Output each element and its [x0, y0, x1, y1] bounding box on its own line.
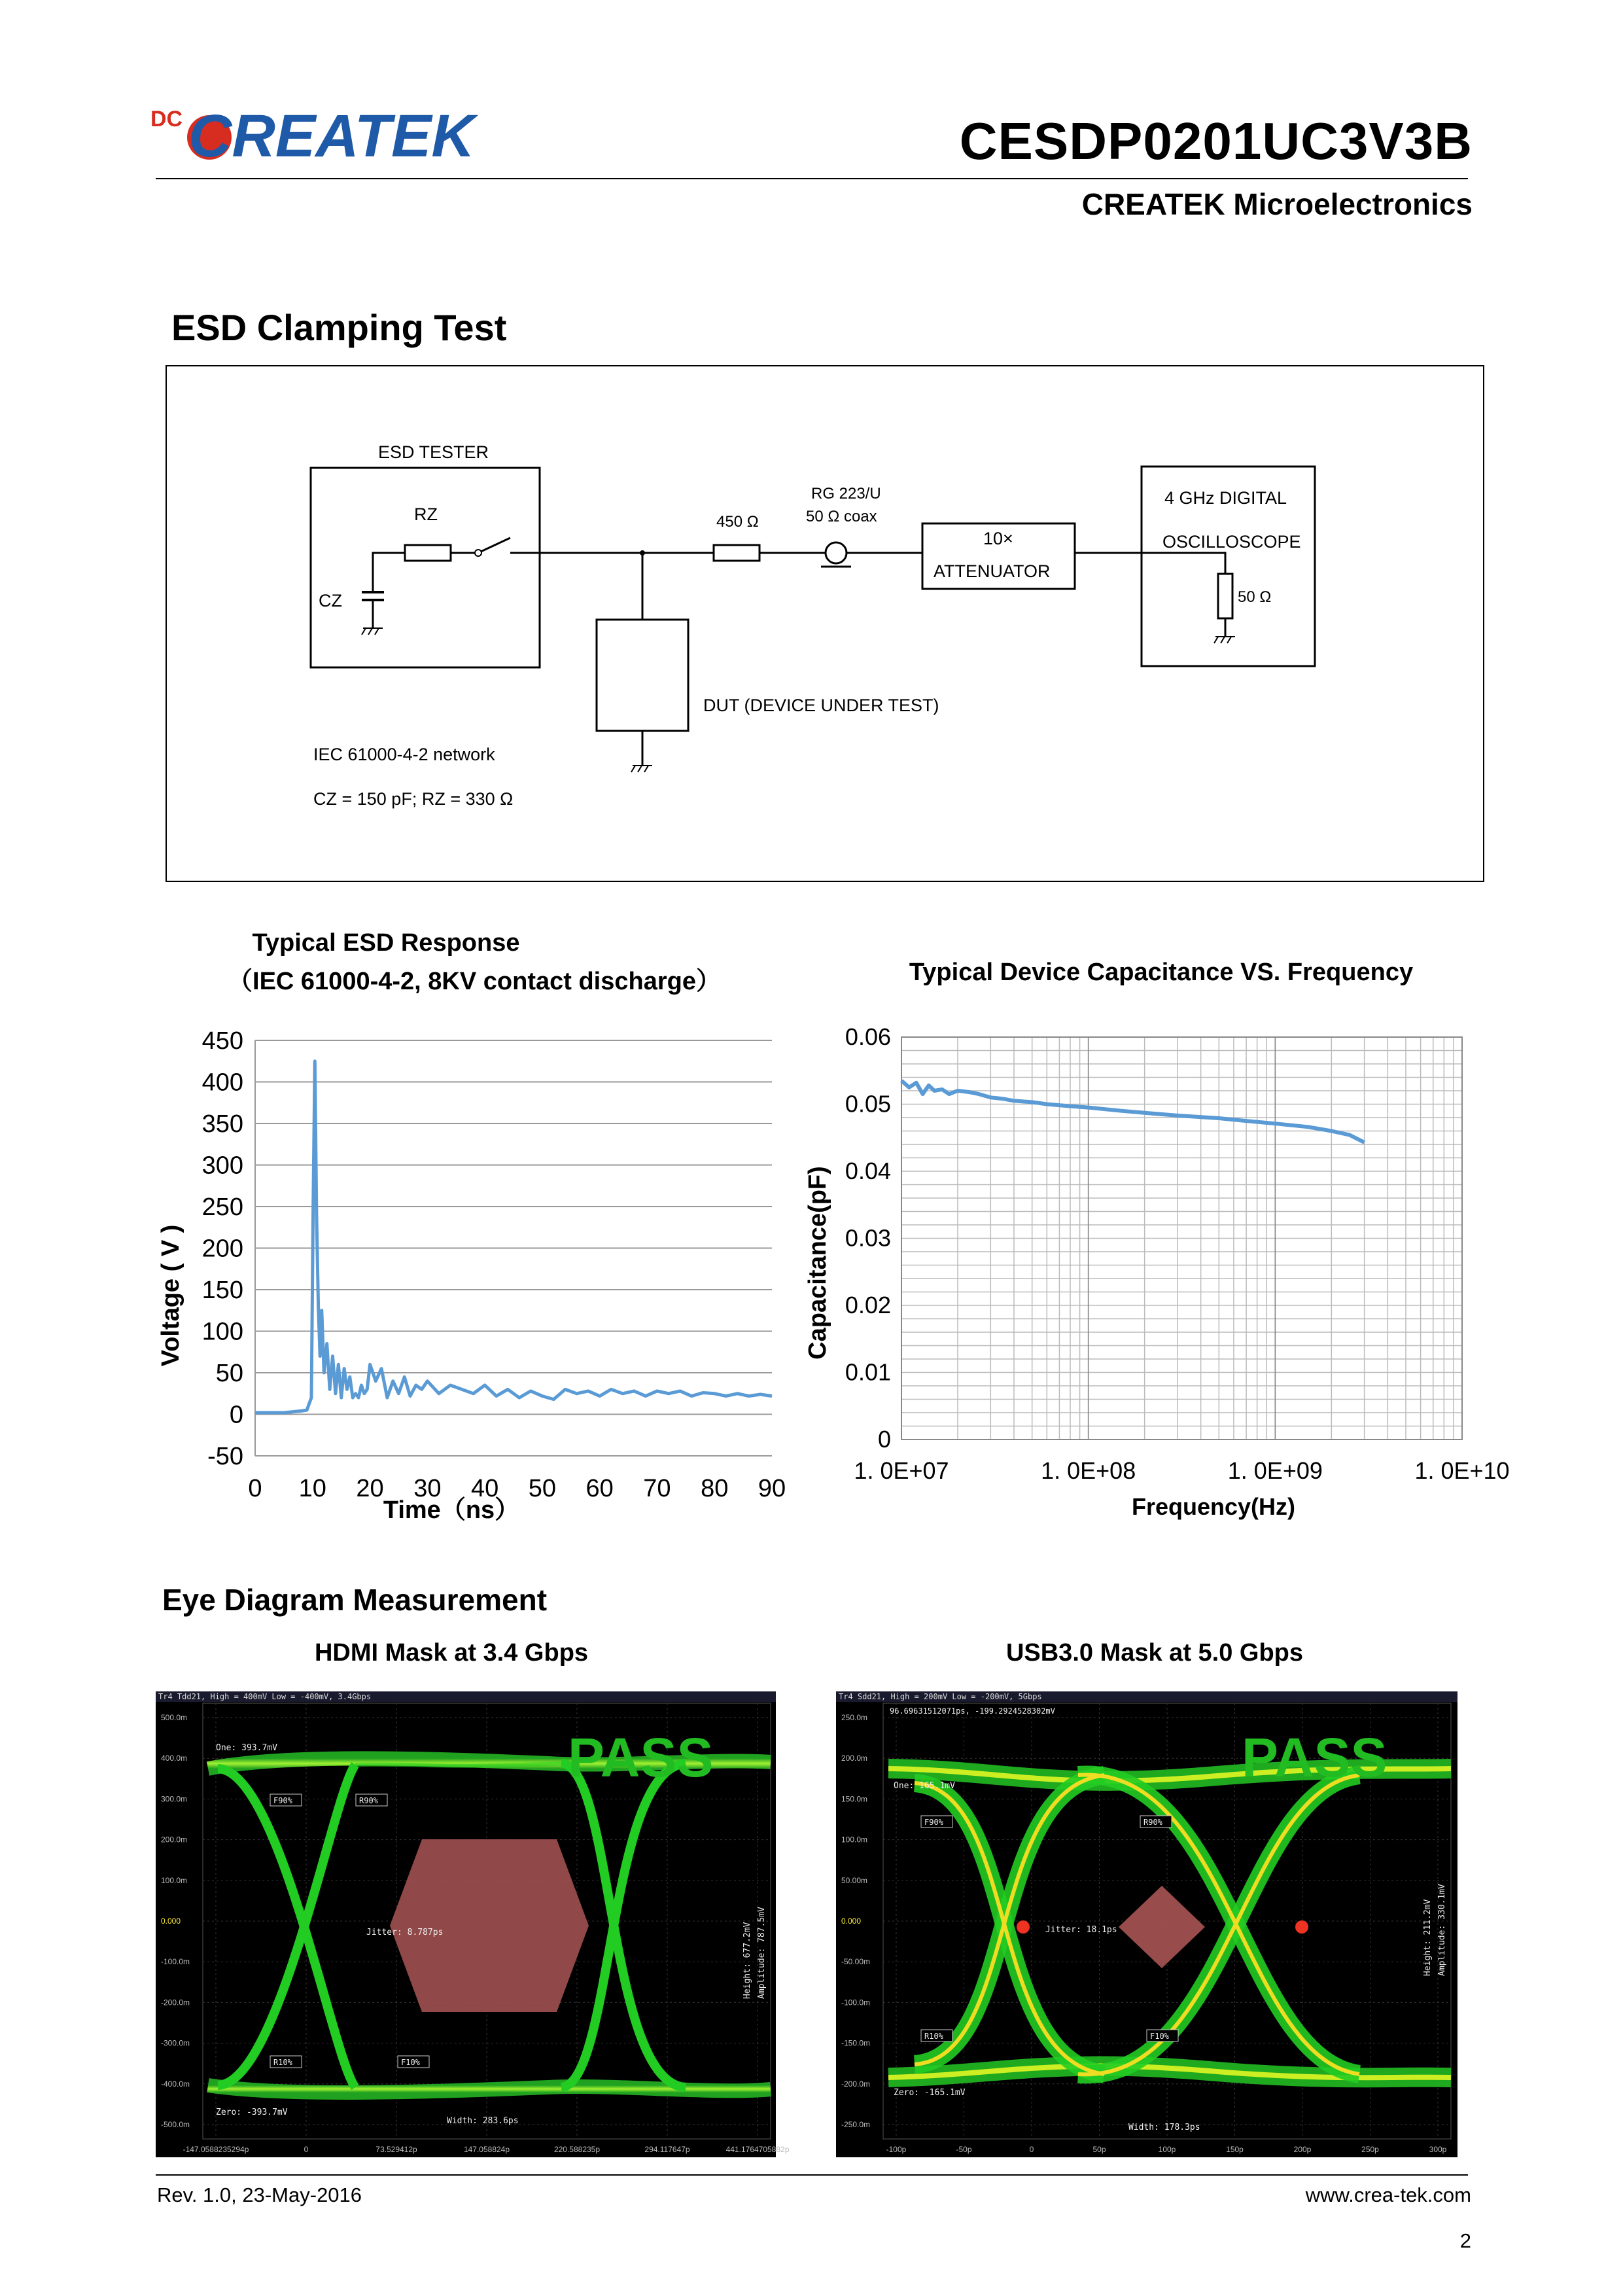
usb-f10-label: F10% — [1150, 2032, 1169, 2041]
usb-x-tick: 100p — [1158, 2145, 1176, 2154]
company-name: CREATEK Microelectronics — [1081, 187, 1473, 221]
hdmi-f90-label: F90% — [273, 1796, 292, 1805]
part-number: CESDP0201UC3V3B — [959, 112, 1473, 170]
hdmi-pass-label: PASS — [568, 1727, 714, 1788]
usb-r90-label: R90% — [1143, 1818, 1162, 1827]
resistor-rz-icon — [405, 545, 451, 561]
logo-prefix: DC — [150, 107, 183, 132]
hdmi-y-tick: 500.0m — [161, 1713, 188, 1722]
label-cz-rz-values: CZ = 150 pF; RZ = 330 Ω — [313, 789, 514, 809]
hdmi-r90-label: R90% — [359, 1796, 378, 1805]
usb-f90-label: F90% — [924, 1818, 943, 1827]
label-oscilloscope-2: OSCILLOSCOPE — [1162, 532, 1301, 552]
ground-icon — [1214, 637, 1235, 643]
hdmi-y-tick: 200.0m — [161, 1835, 188, 1845]
esd-y-tick: 350 — [201, 1110, 243, 1138]
esd-y-tick: 150 — [201, 1277, 243, 1304]
esd-y-axis-label: Voltage ( V ) — [157, 1224, 184, 1367]
esd-y-tick: 300 — [201, 1152, 243, 1180]
cap-y-tick: 0.01 — [845, 1358, 891, 1386]
usb-height-label: Height: 211.2mV — [1423, 1899, 1433, 1976]
usb-y-tick: 200.0m — [841, 1754, 868, 1763]
usb-x-tick: -50p — [956, 2145, 972, 2154]
hdmi-f10-label: F10% — [401, 2058, 420, 2067]
esd-x-tick: 20 — [356, 1475, 384, 1502]
cap-x-tick: 1. 0E+10 — [1414, 1457, 1510, 1484]
esd-x-tick: 50 — [528, 1475, 557, 1502]
usb-y-tick: -100.0m — [841, 1998, 871, 2007]
cap-y-tick: 0.05 — [845, 1090, 891, 1118]
usb-y-tick: -250.0m — [841, 2120, 871, 2129]
label-attenuator: ATTENUATOR — [934, 561, 1051, 581]
hdmi-width-label: Width: 283.6ps — [447, 2116, 519, 2126]
esd-series-line — [255, 1061, 772, 1413]
label-oscilloscope-1: 4 GHz DIGITAL — [1164, 488, 1287, 508]
usb-eye-title: USB3.0 Mask at 5.0 Gbps — [1005, 1639, 1304, 1667]
capacitance-chart — [804, 1011, 1510, 1534]
cap-y-tick: 0.06 — [845, 1023, 891, 1050]
hdmi-jitter-label: Jitter: 8.787ps — [366, 1928, 444, 1937]
hdmi-y-tick: 300.0m — [161, 1794, 188, 1804]
hdmi-y-tick: -400.0m — [161, 2079, 190, 2089]
usb-y-tick: 250.0m — [841, 1713, 868, 1722]
cap-x-axis-label: Frequency(Hz) — [1131, 1493, 1296, 1520]
label-coax-type: RG 223/U — [811, 485, 881, 503]
header-divider — [156, 178, 1468, 179]
ground-icon — [362, 628, 383, 635]
resistor-450-icon — [714, 545, 759, 561]
label-coax-impedance: 50 Ω coax — [806, 508, 877, 525]
usb-y-tick: 50.00m — [841, 1875, 868, 1885]
usb-x-tick: 300p — [1429, 2145, 1447, 2154]
ground-icon — [631, 766, 652, 772]
usb-x-tick: 0 — [1029, 2145, 1034, 2154]
usb-cursor-readout: 96.69631512071ps, -199.2924528302mV — [890, 1706, 1055, 1716]
esd-x-tick: 10 — [298, 1475, 326, 1502]
usb-amplitude-label: Amplitude: 330.1mV — [1437, 1884, 1447, 1976]
hdmi-x-tick: 147.058824p — [463, 2145, 510, 2154]
hdmi-y-tick: 0.000 — [161, 1916, 181, 1926]
cap-x-tick: 1. 0E+07 — [854, 1457, 949, 1484]
usb-header-text: Tr4 Sdd21, High = 200mV Low = -200mV, 5Gbps — [839, 1692, 1042, 1701]
usb-jitter-label: Jitter: 18.1ps — [1045, 1925, 1117, 1935]
hdmi-y-tick: -200.0m — [161, 1998, 190, 2007]
createk-logo — [150, 101, 530, 167]
logo-text: CREATEK — [188, 103, 475, 169]
usb-one-label: One: 165.1mV — [894, 1781, 955, 1791]
esd-tester-box — [311, 468, 540, 667]
cap-series-line — [901, 1081, 1365, 1142]
esd-x-tick: 30 — [413, 1475, 442, 1502]
esd-x-tick: 80 — [701, 1475, 729, 1502]
hdmi-eye-title: HDMI Mask at 3.4 Gbps — [314, 1639, 589, 1667]
hdmi-x-tick: 73.529412p — [375, 2145, 417, 2154]
hdmi-amplitude-label: Amplitude: 787.5mV — [757, 1907, 767, 1999]
esd-y-tick: 50 — [215, 1360, 243, 1387]
hdmi-x-tick: 0 — [304, 2145, 309, 2154]
cap-y-axis-label: Capacitance(pF) — [804, 1166, 831, 1360]
hdmi-x-tick: -147.0588235294p — [183, 2145, 249, 2154]
esd-y-tick: 250 — [201, 1193, 243, 1221]
esd-x-tick: 60 — [585, 1475, 614, 1502]
hdmi-y-tick: -300.0m — [161, 2038, 190, 2048]
cap-y-tick: 0 — [877, 1426, 891, 1453]
esd-x-tick: 70 — [643, 1475, 671, 1502]
esd-test-schematic — [166, 365, 1484, 882]
usb-pass-label: PASS — [1242, 1727, 1387, 1788]
label-attenuator-ratio: 10× — [983, 529, 1013, 548]
esd-y-tick: 450 — [201, 1027, 243, 1055]
hdmi-y-tick: 100.0m — [161, 1875, 188, 1885]
hdmi-r10-label: R10% — [273, 2058, 292, 2067]
dut-box — [597, 620, 688, 731]
esd-chart-title: Typical ESD Response — [252, 929, 520, 957]
usb-x-tick: 50p — [1092, 2145, 1106, 2154]
esd-x-tick: 0 — [248, 1475, 262, 1502]
esd-x-tick: 90 — [758, 1475, 786, 1502]
usb-y-tick: 100.0m — [841, 1835, 868, 1845]
usb-y-tick: -50.00m — [841, 1957, 871, 1967]
usb-r10-label: R10% — [924, 2032, 943, 2041]
label-50-ohm: 50 Ω — [1238, 588, 1272, 606]
label-esd-tester: ESD TESTER — [378, 442, 489, 462]
hdmi-mask-hexagon — [390, 1839, 589, 2012]
resistor-50-icon — [1218, 574, 1232, 618]
esd-y-tick: 200 — [201, 1235, 243, 1263]
cap-y-tick: 0.03 — [845, 1224, 891, 1252]
hdmi-y-tick: 400.0m — [161, 1754, 188, 1763]
section-title-esd: ESD Clamping Test — [171, 307, 507, 348]
usb-eye-diagram — [836, 1691, 1457, 2157]
usb-y-tick: 150.0m — [841, 1794, 868, 1804]
usb-width-label: Width: 178.3ps — [1128, 2123, 1200, 2132]
footer-revision: Rev. 1.0, 23-May-2016 — [157, 2183, 362, 2206]
hdmi-y-tick: -500.0m — [161, 2120, 190, 2129]
esd-x-axis-label: Time（ns） — [383, 1496, 520, 1524]
label-iec-network: IEC 61000-4-2 network — [313, 745, 495, 764]
usb-zero-label: Zero: -165.1mV — [894, 2088, 966, 2098]
cap-x-tick: 1. 0E+08 — [1041, 1457, 1136, 1484]
cap-x-tick: 1. 0E+09 — [1227, 1457, 1323, 1484]
hdmi-y-tick: -100.0m — [161, 1957, 190, 1967]
label-450-ohm: 450 Ω — [716, 513, 759, 531]
usb-y-tick: 0.000 — [841, 1916, 862, 1926]
usb-y-tick: -150.0m — [841, 2038, 871, 2048]
hdmi-one-label: One: 393.7mV — [216, 1743, 277, 1753]
footer-website: www.crea-tek.com — [1305, 2183, 1471, 2206]
esd-response-chart — [157, 1021, 798, 1538]
footer-divider — [156, 2174, 1468, 2176]
cap-y-tick: 0.02 — [845, 1292, 891, 1318]
hdmi-x-tick: 220.588235p — [553, 2145, 601, 2154]
label-cz: CZ — [319, 591, 342, 610]
section-title-eye: Eye Diagram Measurement — [162, 1583, 548, 1617]
hdmi-x-tick: 441.1764705882p — [725, 2145, 790, 2154]
esd-y-tick: 400 — [201, 1069, 243, 1097]
usb-x-tick: 250p — [1361, 2145, 1379, 2154]
hdmi-eye-diagram — [156, 1691, 790, 2157]
hdmi-zero-label: Zero: -393.7mV — [216, 2108, 288, 2117]
esd-y-tick: 0 — [229, 1401, 243, 1429]
usb-x-tick: 200p — [1293, 2145, 1312, 2154]
hdmi-header-text: Tr4 Tdd21, High = 400mV Low = -400mV, 3.4Gbps — [158, 1692, 372, 1701]
esd-y-tick: -50 — [207, 1443, 243, 1470]
esd-chart-subtitle: （IEC 61000-4-2, 8KV contact discharge） — [228, 968, 721, 995]
cap-chart-title: Typical Device Capacitance VS. Frequency — [909, 959, 1414, 986]
cap-y-tick: 0.04 — [845, 1157, 891, 1184]
usb-x-tick: -100p — [886, 2145, 907, 2154]
esd-x-tick: 40 — [470, 1475, 499, 1502]
switch-icon — [475, 550, 481, 556]
usb-x-tick: 150p — [1226, 2145, 1244, 2154]
hdmi-x-tick: 294.117647p — [644, 2145, 690, 2154]
usb-y-tick: -200.0m — [841, 2079, 871, 2089]
esd-y-tick: 100 — [201, 1318, 243, 1346]
coax-icon — [826, 542, 846, 563]
label-rz: RZ — [414, 504, 438, 524]
hdmi-height-label: Height: 677.2mV — [742, 1922, 752, 1999]
label-dut: DUT (DEVICE UNDER TEST) — [703, 696, 939, 715]
page-number: 2 — [1459, 2229, 1471, 2252]
